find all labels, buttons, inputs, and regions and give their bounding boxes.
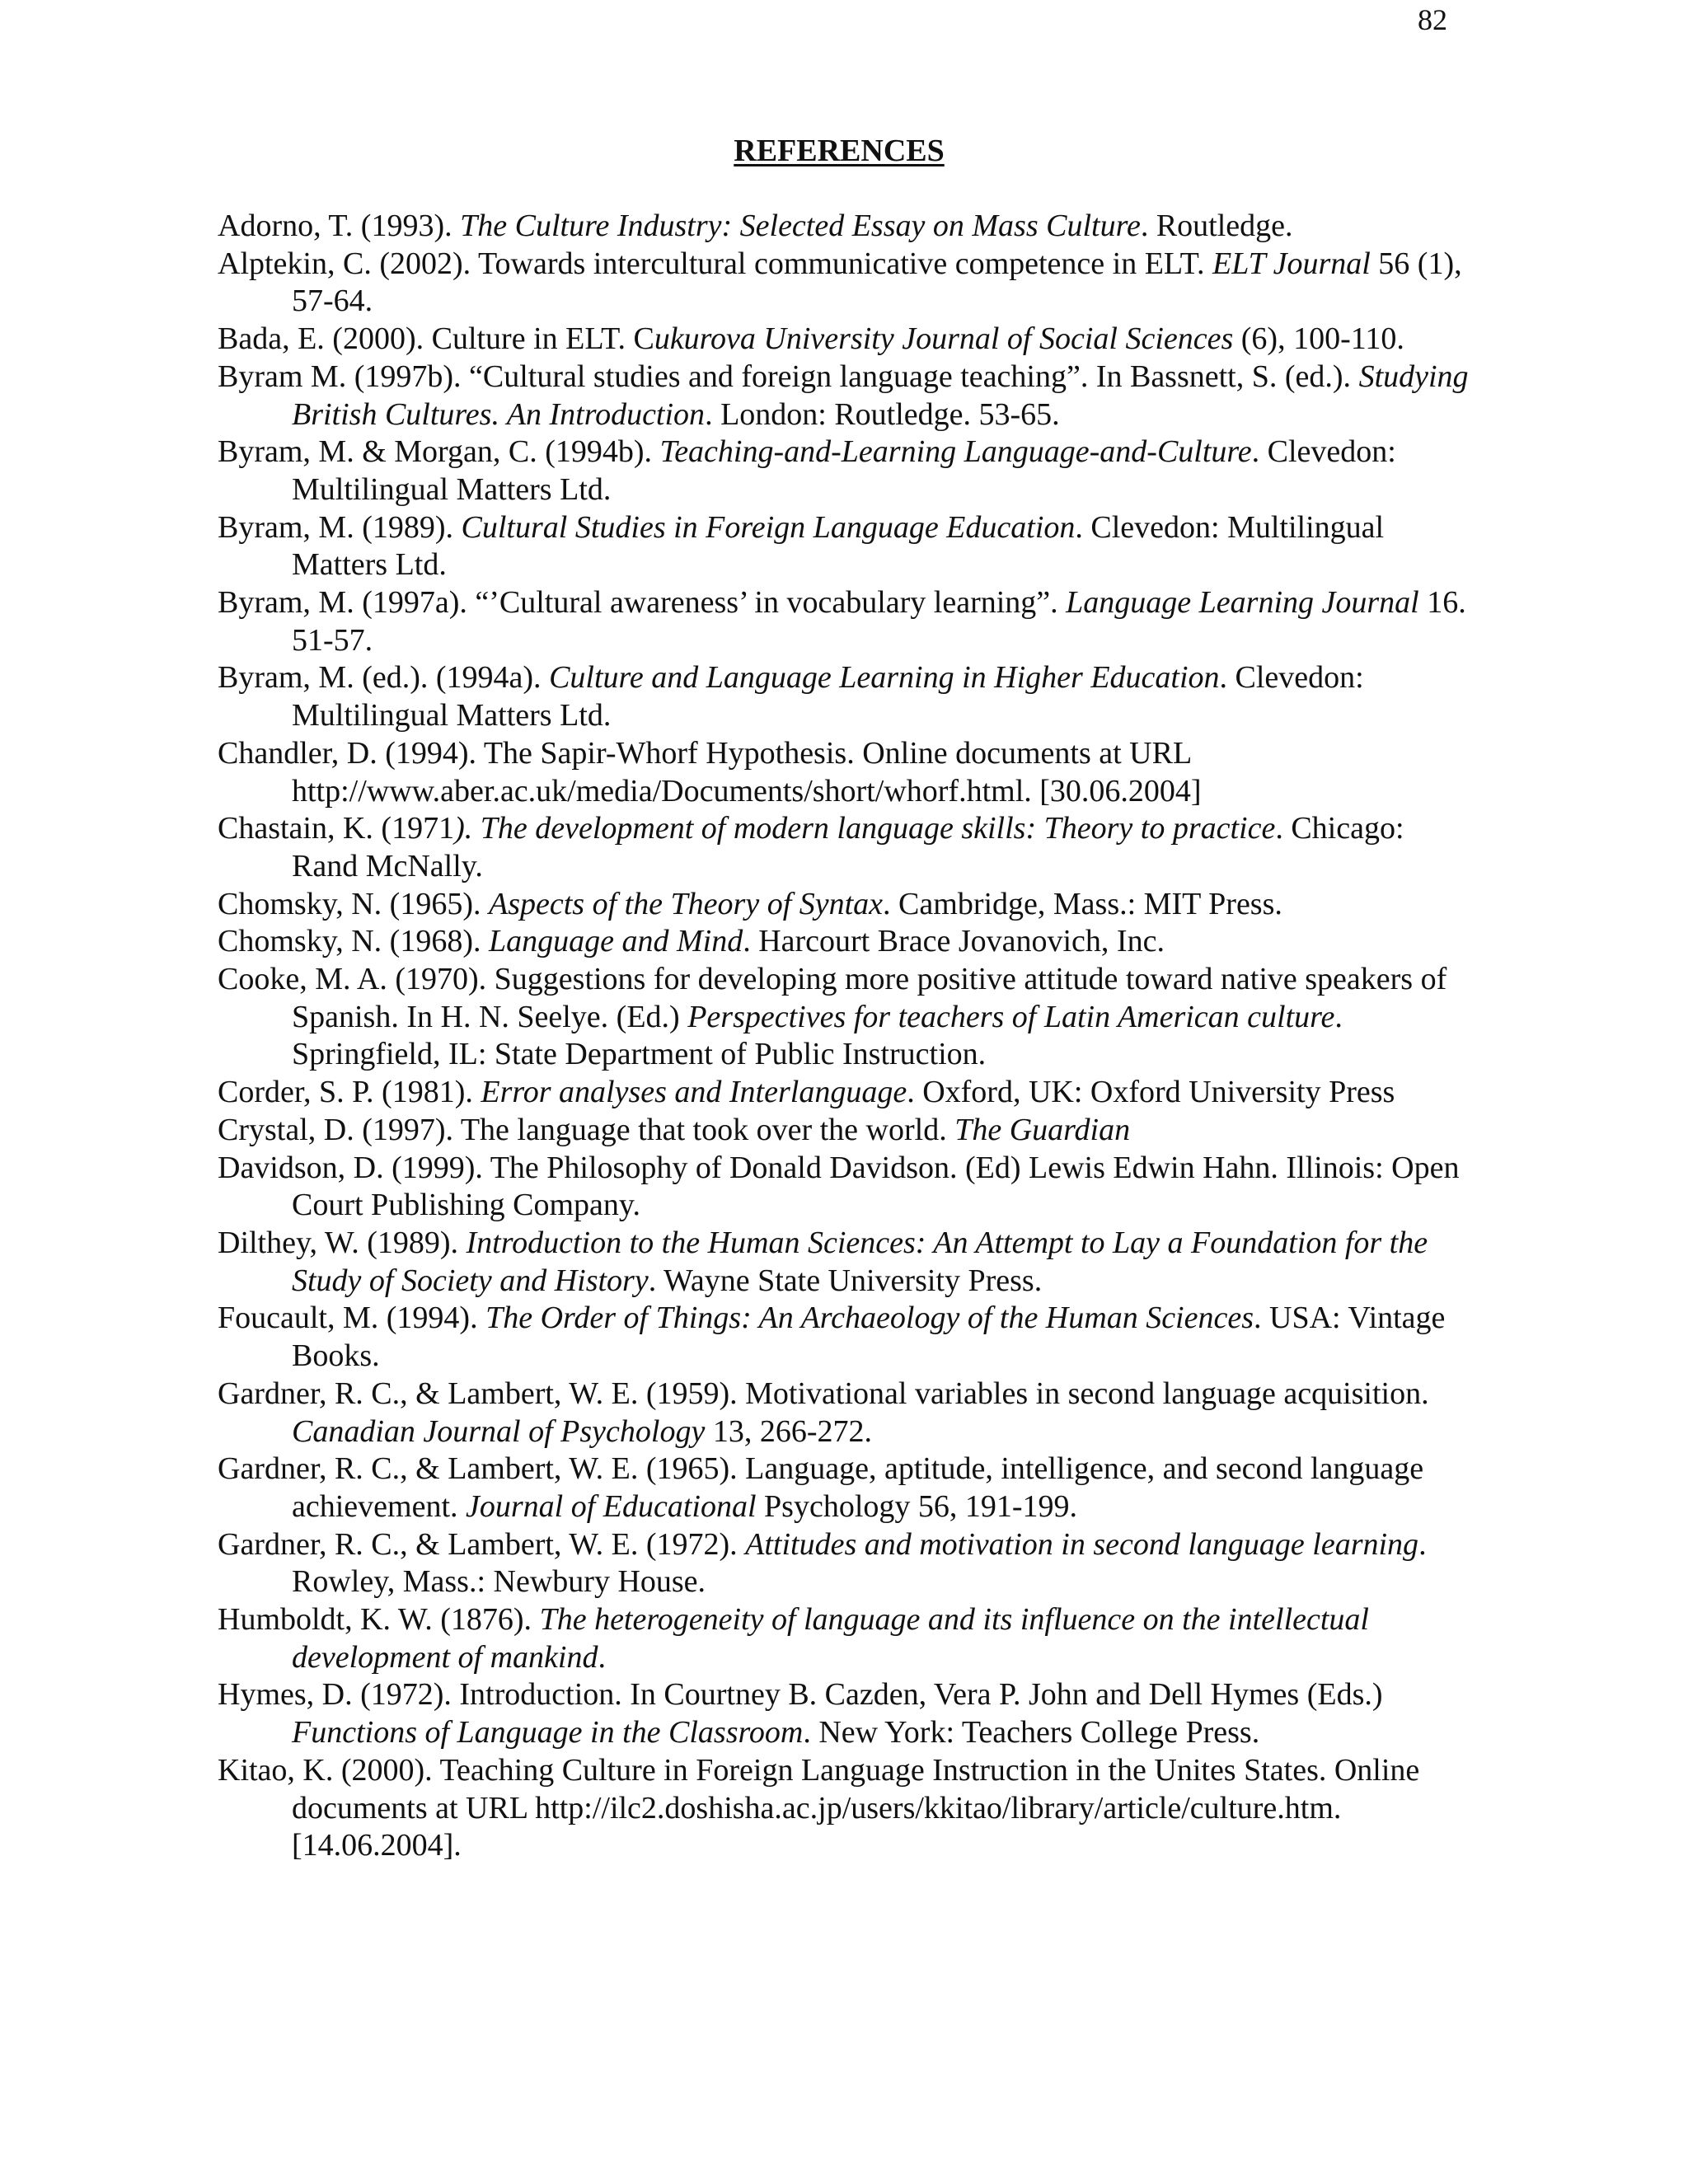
- reference-entry: Chomsky, N. (1968). Language and Mind. Harcourt Brace Jovanovich, Inc.: [218, 924, 1165, 959]
- reference-entry: Davidson, D. (1999). The Philosophy of Donald Davidson. (Ed) Lewis Edwin Hahn. Illinois: Open Court Publishing Company.: [218, 1150, 1460, 1223]
- reference-entry: Gardner, R. C., & Lambert, W. E. (1959). Motivational variables in second language acquisition. Canadian Journal of Psychology 13, 266-272.: [218, 1376, 1429, 1449]
- reference-entry: Foucault, M. (1994). The Order of Things: An Archaeology of the Human Sciences. USA: Vintage Books.: [218, 1301, 1446, 1374]
- reference-entry: Gardner, R. C., & Lambert, W. E. (1972). Attitudes and motivation in second language learning. Rowley, Mass.: Newbury House.: [218, 1526, 1427, 1600]
- page-number: 82: [1418, 3, 1447, 36]
- reference-entry: Gardner, R. C., & Lambert, W. E. (1965). Language, aptitude, intelligence, and second language achievement. Journal of Educational Psychology 56, 191-199.: [218, 1451, 1424, 1524]
- reference-entry: Byram M. (1997b). “Cultural studies and foreign language teaching”. In Bassnett, S. (ed.). Studying British Cultures. An Introduction. London: Routledge. 53-65.: [218, 359, 1469, 432]
- reference-entry: Adorno, T. (1993). The Culture Industry: Selected Essay on Mass Culture. Routledge.: [218, 209, 1293, 243]
- reference-entry: Byram, M. (1997a). “’Cultural awareness’ in vocabulary learning”. Language Learning Journal 16. 51-57.: [218, 585, 1466, 658]
- references-heading: REFERENCES: [734, 134, 945, 168]
- reference-entry: Corder, S. P. (1981). Error analyses and Interlanguage. Oxford, UK: Oxford University Press: [218, 1075, 1395, 1110]
- reference-entry: Chomsky, N. (1965). Aspects of the Theory of Syntax. Cambridge, Mass.: MIT Press.: [218, 886, 1282, 921]
- reference-entry: Kitao, K. (2000). Teaching Culture in Foreign Language Instruction in the Unites States. Online documents at URL http://ilc2.doshisha.ac.jp/users/kkitao/library/article/culture.htm. [14.06.2004].: [218, 1752, 1420, 1863]
- reference-entry: Humboldt, K. W. (1876). The heterogeneity of language and its influence on the intellectual development of mankind.: [218, 1602, 1369, 1675]
- reference-entry: Byram, M. (1989). Cultural Studies in Foreign Language Education. Clevedon: Multilingual Matters Ltd.: [218, 509, 1385, 583]
- reference-entry: Chastain, K. (1971). The development of modern language skills: Theory to practice. Chicago: Rand McNally.: [218, 811, 1404, 883]
- reference-entry: Chandler, D. (1994). The Sapir-Whorf Hypothesis. Online documents at URL http://www.aber.ac.uk/media/Documents/short/whorf.html. [30.06.2004]: [218, 735, 1202, 808]
- reference-entry: Cooke, M. A. (1970). Suggestions for developing more positive attitude toward native speakers of Spanish. In H. N. Seelye. (Ed.) Perspectives for teachers of Latin American culture. Springfield, IL: State Department of Public Instruction.: [218, 962, 1447, 1072]
- page-heading: [0, 132, 1688, 170]
- reference-entry: Hymes, D. (1972). Introduction. In Courtney B. Cazden, Vera P. John and Dell Hymes (Eds.) Functions of Language in the Classroom. New York: Teachers College Press.: [218, 1677, 1383, 1750]
- reference-entry: Dilthey, W. (1989). Introduction to the Human Sciences: An Attempt to Lay a Foundation for the Study of Society and History. Wayne State University Press.: [218, 1225, 1428, 1298]
- reference-entry: Byram, M. (ed.). (1994a). Culture and Language Learning in Higher Education. Clevedon: Multilingual Matters Ltd.: [218, 660, 1364, 733]
- reference-entry: Crystal, D. (1997). The language that took over the world. The Guardian: [218, 1112, 1131, 1147]
- reference-entry: Bada, E. (2000). Culture in ELT. Cukurova University Journal of Social Sciences (6), 100-110.: [218, 321, 1404, 357]
- reference-entry: Byram, M. & Morgan, C. (1994b). Teaching-and-Learning Language-and-Culture. Clevedon: Multilingual Matters Ltd.: [218, 434, 1396, 507]
- reference-list: [218, 208, 1470, 1865]
- reference-entry: Alptekin, C. (2002). Towards intercultural communicative competence in ELT. ELT Journal 56 (1), 57-64.: [218, 246, 1462, 319]
